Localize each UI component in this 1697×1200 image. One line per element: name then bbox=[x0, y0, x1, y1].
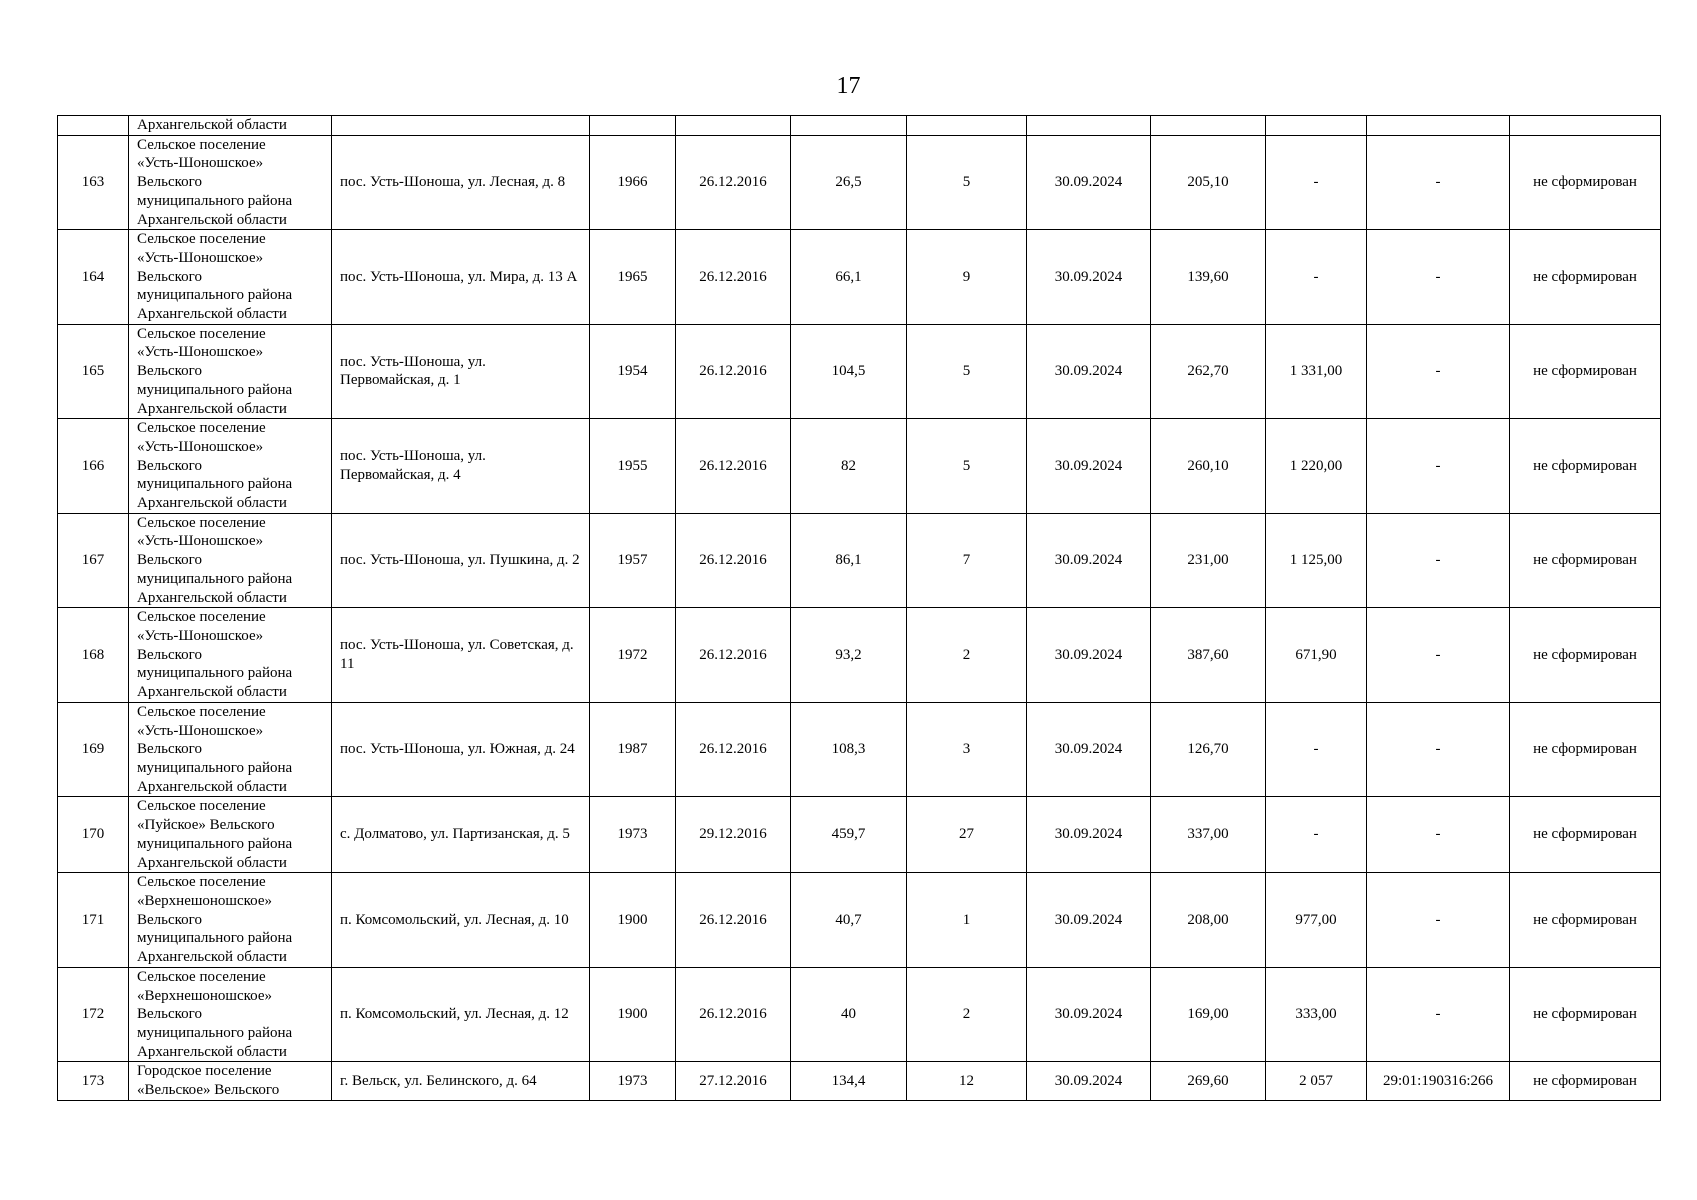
table-row bbox=[58, 702, 1661, 797]
cell-address: с. Долматово, ул. Партизанская, д. 5 bbox=[332, 797, 590, 873]
cell-cadastral: - bbox=[1367, 230, 1510, 325]
cell-address bbox=[332, 116, 590, 136]
cell-col10: 333,00 bbox=[1266, 967, 1367, 1062]
cell-date: 26.12.2016 bbox=[676, 608, 791, 703]
cell-num: 166 bbox=[58, 419, 129, 514]
settlement-line: Архангельской области bbox=[137, 306, 287, 323]
cell-col9: 208,00 bbox=[1151, 873, 1266, 968]
settlement-line: «Вельское» Вельского bbox=[137, 1082, 280, 1099]
cell-settlement bbox=[129, 967, 332, 1062]
settlement-line: муниципального района bbox=[137, 192, 293, 209]
cell-area: 82 bbox=[791, 419, 907, 514]
cell-area: 40,7 bbox=[791, 873, 907, 968]
settlement-line: «Верхнешоношское» bbox=[137, 987, 272, 1004]
cell-col10: 977,00 bbox=[1266, 873, 1367, 968]
cell-num: 163 bbox=[58, 135, 129, 230]
cell-address: пос. Усть-Шоноша, ул. Мира, д. 13 А bbox=[332, 230, 590, 325]
cell-cadastral: - bbox=[1367, 324, 1510, 419]
cell-col10: 1 331,00 bbox=[1266, 324, 1367, 419]
cell-status: не сформирован bbox=[1510, 873, 1661, 968]
cell-deadline: 30.09.2024 bbox=[1027, 1062, 1151, 1100]
table-row bbox=[58, 230, 1661, 325]
cell-area: 86,1 bbox=[791, 513, 907, 608]
settlement-line: Сельское поселение bbox=[137, 420, 266, 437]
cell-deadline: 30.09.2024 bbox=[1027, 608, 1151, 703]
settlement-line: Архангельской области bbox=[137, 495, 287, 512]
cell-num: 173 bbox=[58, 1062, 129, 1100]
settlement-line: муниципального района bbox=[137, 476, 293, 493]
cell-date bbox=[676, 116, 791, 136]
cell-year: 1966 bbox=[590, 135, 676, 230]
cell-deadline: 30.09.2024 bbox=[1027, 135, 1151, 230]
cell-status: не сформирован bbox=[1510, 230, 1661, 325]
cell-area: 66,1 bbox=[791, 230, 907, 325]
cell-cadastral: 29:01:190316:266 bbox=[1367, 1062, 1510, 1100]
cell-num: 168 bbox=[58, 608, 129, 703]
cell-residents: 1 bbox=[907, 873, 1027, 968]
cell-residents: 12 bbox=[907, 1062, 1027, 1100]
settlement-line: Сельское поселение bbox=[137, 609, 266, 626]
cell-deadline: 30.09.2024 bbox=[1027, 230, 1151, 325]
settlement-line: Архангельской области bbox=[137, 400, 287, 417]
cell-area: 104,5 bbox=[791, 324, 907, 419]
cell-date: 26.12.2016 bbox=[676, 513, 791, 608]
cell-deadline: 30.09.2024 bbox=[1027, 873, 1151, 968]
settlement-line: Сельское поселение bbox=[137, 231, 266, 248]
cell-cadastral: - bbox=[1367, 135, 1510, 230]
cell-col9: 231,00 bbox=[1151, 513, 1266, 608]
cell-deadline: 30.09.2024 bbox=[1027, 797, 1151, 873]
cell-deadline: 30.09.2024 bbox=[1027, 967, 1151, 1062]
table-row bbox=[58, 324, 1661, 419]
cell-cadastral: - bbox=[1367, 797, 1510, 873]
cell-residents: 27 bbox=[907, 797, 1027, 873]
cell-cadastral: - bbox=[1367, 873, 1510, 968]
page-number: 17 bbox=[836, 73, 861, 99]
settlement-line: Городское поселение bbox=[137, 1063, 272, 1080]
settlement-line: Вельского bbox=[137, 552, 202, 569]
cell-col9: 205,10 bbox=[1151, 135, 1266, 230]
cell-settlement bbox=[129, 797, 332, 873]
cell-year: 1973 bbox=[590, 1062, 676, 1100]
cell-status: не сформирован bbox=[1510, 608, 1661, 703]
settlement-line: муниципального района bbox=[137, 287, 293, 304]
cell-date: 26.12.2016 bbox=[676, 967, 791, 1062]
cell-status bbox=[1510, 116, 1661, 136]
cell-cadastral: - bbox=[1367, 419, 1510, 514]
settlement-line: муниципального района bbox=[137, 1024, 293, 1041]
settlement-line: Архангельской области bbox=[137, 854, 287, 871]
cell-col9: 126,70 bbox=[1151, 702, 1266, 797]
cell-col10: 2 057 bbox=[1266, 1062, 1367, 1100]
settlement-line: Сельское поселение bbox=[137, 514, 266, 531]
settlement-line: Сельское поселение bbox=[137, 874, 266, 891]
cell-area: 134,4 bbox=[791, 1062, 907, 1100]
cell-residents: 3 bbox=[907, 702, 1027, 797]
cell-area: 459,7 bbox=[791, 797, 907, 873]
cell-year: 1965 bbox=[590, 230, 676, 325]
cell-address: пос. Усть-Шоноша, ул. Южная, д. 24 bbox=[332, 702, 590, 797]
settlement-line: Сельское поселение bbox=[137, 968, 266, 985]
cell-cadastral: - bbox=[1367, 702, 1510, 797]
cell-col10: - bbox=[1266, 797, 1367, 873]
settlement-line: Архангельской области bbox=[137, 1043, 287, 1060]
cell-col9: 337,00 bbox=[1151, 797, 1266, 873]
cell-cadastral bbox=[1367, 116, 1510, 136]
cell-residents: 5 bbox=[907, 324, 1027, 419]
settlement-line: Сельское поселение bbox=[137, 703, 266, 720]
cell-date: 29.12.2016 bbox=[676, 797, 791, 873]
cell-col10: 1 125,00 bbox=[1266, 513, 1367, 608]
cell-year bbox=[590, 116, 676, 136]
table-row bbox=[58, 513, 1661, 608]
cell-status: не сформирован bbox=[1510, 513, 1661, 608]
settlement-line: муниципального района bbox=[137, 381, 293, 398]
cell-residents: 2 bbox=[907, 608, 1027, 703]
cell-residents bbox=[907, 116, 1027, 136]
cell-residents: 2 bbox=[907, 967, 1027, 1062]
cell-col10: - bbox=[1266, 702, 1367, 797]
cell-settlement bbox=[129, 1062, 332, 1100]
cell-status: не сформирован bbox=[1510, 797, 1661, 873]
cell-date: 26.12.2016 bbox=[676, 324, 791, 419]
cell-status: не сформирован bbox=[1510, 967, 1661, 1062]
cell-col9 bbox=[1151, 116, 1266, 136]
cell-address: пос. Усть-Шоноша, ул. Первомайская, д. 1 bbox=[332, 324, 590, 419]
settlement-line: «Усть-Шоношское» bbox=[137, 344, 264, 361]
cell-num: 169 bbox=[58, 702, 129, 797]
settlement-line: Вельского bbox=[137, 363, 202, 380]
settlement-line: Архангельской области bbox=[137, 684, 287, 701]
settlement-line: «Усть-Шоношское» bbox=[137, 722, 264, 739]
cell-address: п. Комсомольский, ул. Лесная, д. 10 bbox=[332, 873, 590, 968]
cell-date: 26.12.2016 bbox=[676, 230, 791, 325]
cell-year: 1972 bbox=[590, 608, 676, 703]
cell-cadastral: - bbox=[1367, 608, 1510, 703]
settlement-line: Вельского bbox=[137, 457, 202, 474]
table-row bbox=[58, 608, 1661, 703]
cell-deadline bbox=[1027, 116, 1151, 136]
cell-num: 165 bbox=[58, 324, 129, 419]
cell-date: 26.12.2016 bbox=[676, 419, 791, 514]
settlement-line: Вельского bbox=[137, 1006, 202, 1023]
cell-residents: 5 bbox=[907, 419, 1027, 514]
settlement-line: «Усть-Шоношское» bbox=[137, 438, 264, 455]
cell-status: не сформирован bbox=[1510, 135, 1661, 230]
settlement-line: муниципального района bbox=[137, 665, 293, 682]
cell-col10: 671,90 bbox=[1266, 608, 1367, 703]
cell-num bbox=[58, 116, 129, 136]
settlement-line: «Верхнешоношское» bbox=[137, 893, 272, 910]
settlement-line: муниципального района bbox=[137, 759, 293, 776]
table-row bbox=[58, 135, 1661, 230]
cell-num: 171 bbox=[58, 873, 129, 968]
settlement-line: «Усть-Шоношское» bbox=[137, 627, 264, 644]
cell-address: пос. Усть-Шоноша, ул. Первомайская, д. 4 bbox=[332, 419, 590, 514]
cell-area bbox=[791, 116, 907, 136]
settlement-line: Архангельской области bbox=[137, 211, 287, 228]
settlement-line: Вельского bbox=[137, 911, 202, 928]
cell-col9: 169,00 bbox=[1151, 967, 1266, 1062]
table-row bbox=[58, 1062, 1661, 1100]
cell-col10: - bbox=[1266, 230, 1367, 325]
cell-settlement bbox=[129, 419, 332, 514]
cell-residents: 5 bbox=[907, 135, 1027, 230]
settlement-line: Вельского bbox=[137, 174, 202, 191]
settlement-line: «Усть-Шоношское» bbox=[137, 249, 264, 266]
cell-settlement: Архангельской области bbox=[129, 116, 332, 136]
cell-address: п. Комсомольский, ул. Лесная, д. 12 bbox=[332, 967, 590, 1062]
cell-deadline: 30.09.2024 bbox=[1027, 324, 1151, 419]
cell-num: 170 bbox=[58, 797, 129, 873]
cell-area: 108,3 bbox=[791, 702, 907, 797]
settlement-line: муниципального района bbox=[137, 570, 293, 587]
cell-year: 1973 bbox=[590, 797, 676, 873]
cell-col9: 262,70 bbox=[1151, 324, 1266, 419]
cell-deadline: 30.09.2024 bbox=[1027, 419, 1151, 514]
cell-status: не сформирован bbox=[1510, 1062, 1661, 1100]
settlement-line: муниципального района bbox=[137, 835, 293, 852]
cell-num: 167 bbox=[58, 513, 129, 608]
table-row bbox=[58, 419, 1661, 514]
settlement-line: Вельского bbox=[137, 646, 202, 663]
cell-address: пос. Усть-Шоноша, ул. Лесная, д. 8 bbox=[332, 135, 590, 230]
settlement-line: «Пуйское» Вельского bbox=[137, 817, 275, 834]
cell-settlement bbox=[129, 873, 332, 968]
cell-status: не сформирован bbox=[1510, 419, 1661, 514]
cell-settlement bbox=[129, 135, 332, 230]
cell-date: 26.12.2016 bbox=[676, 702, 791, 797]
cell-area: 26,5 bbox=[791, 135, 907, 230]
cell-year: 1987 bbox=[590, 702, 676, 797]
cell-residents: 9 bbox=[907, 230, 1027, 325]
cell-cadastral: - bbox=[1367, 967, 1510, 1062]
cell-status: не сформирован bbox=[1510, 324, 1661, 419]
housing-registry-table bbox=[57, 115, 1661, 1101]
cell-year: 1955 bbox=[590, 419, 676, 514]
cell-year: 1954 bbox=[590, 324, 676, 419]
settlement-line: Архангельской области bbox=[137, 949, 287, 966]
cell-col10: - bbox=[1266, 135, 1367, 230]
cell-settlement bbox=[129, 324, 332, 419]
cell-num: 164 bbox=[58, 230, 129, 325]
settlement-line: Сельское поселение bbox=[137, 798, 266, 815]
settlement-line: Вельского bbox=[137, 741, 202, 758]
cell-address: пос. Усть-Шоноша, ул. Пушкина, д. 2 bbox=[332, 513, 590, 608]
cell-col9: 260,10 bbox=[1151, 419, 1266, 514]
table-body bbox=[58, 116, 1661, 1101]
cell-col9: 139,60 bbox=[1151, 230, 1266, 325]
cell-deadline: 30.09.2024 bbox=[1027, 702, 1151, 797]
settlement-line: «Усть-Шоношское» bbox=[137, 533, 264, 550]
table-row bbox=[58, 967, 1661, 1062]
cell-year: 1900 bbox=[590, 967, 676, 1062]
settlement-line: Сельское поселение bbox=[137, 136, 266, 153]
cell-col10: 1 220,00 bbox=[1266, 419, 1367, 514]
cell-area: 40 bbox=[791, 967, 907, 1062]
cell-year: 1957 bbox=[590, 513, 676, 608]
cell-address: г. Вельск, ул. Белинского, д. 64 bbox=[332, 1062, 590, 1100]
cell-status: не сформирован bbox=[1510, 702, 1661, 797]
cell-deadline: 30.09.2024 bbox=[1027, 513, 1151, 608]
settlement-line: Архангельской области bbox=[137, 589, 287, 606]
table-row bbox=[58, 873, 1661, 968]
settlement-line: Сельское поселение bbox=[137, 325, 266, 342]
settlement-line: Архангельской области bbox=[137, 778, 287, 795]
cell-settlement bbox=[129, 608, 332, 703]
cell-year: 1900 bbox=[590, 873, 676, 968]
settlement-line: «Усть-Шоношское» bbox=[137, 155, 264, 172]
cell-settlement bbox=[129, 513, 332, 608]
cell-date: 27.12.2016 bbox=[676, 1062, 791, 1100]
cell-settlement bbox=[129, 702, 332, 797]
cell-address: пос. Усть-Шоноша, ул. Советская, д. 11 bbox=[332, 608, 590, 703]
cell-date: 26.12.2016 bbox=[676, 873, 791, 968]
cell-col9: 387,60 bbox=[1151, 608, 1266, 703]
cell-area: 93,2 bbox=[791, 608, 907, 703]
cell-residents: 7 bbox=[907, 513, 1027, 608]
cell-col9: 269,60 bbox=[1151, 1062, 1266, 1100]
settlement-line: Вельского bbox=[137, 268, 202, 285]
continuation-row bbox=[58, 116, 1661, 136]
cell-col10 bbox=[1266, 116, 1367, 136]
cell-settlement bbox=[129, 230, 332, 325]
cell-num: 172 bbox=[58, 967, 129, 1062]
cell-cadastral: - bbox=[1367, 513, 1510, 608]
table-row bbox=[58, 797, 1661, 873]
settlement-line: муниципального района bbox=[137, 930, 293, 947]
cell-date: 26.12.2016 bbox=[676, 135, 791, 230]
